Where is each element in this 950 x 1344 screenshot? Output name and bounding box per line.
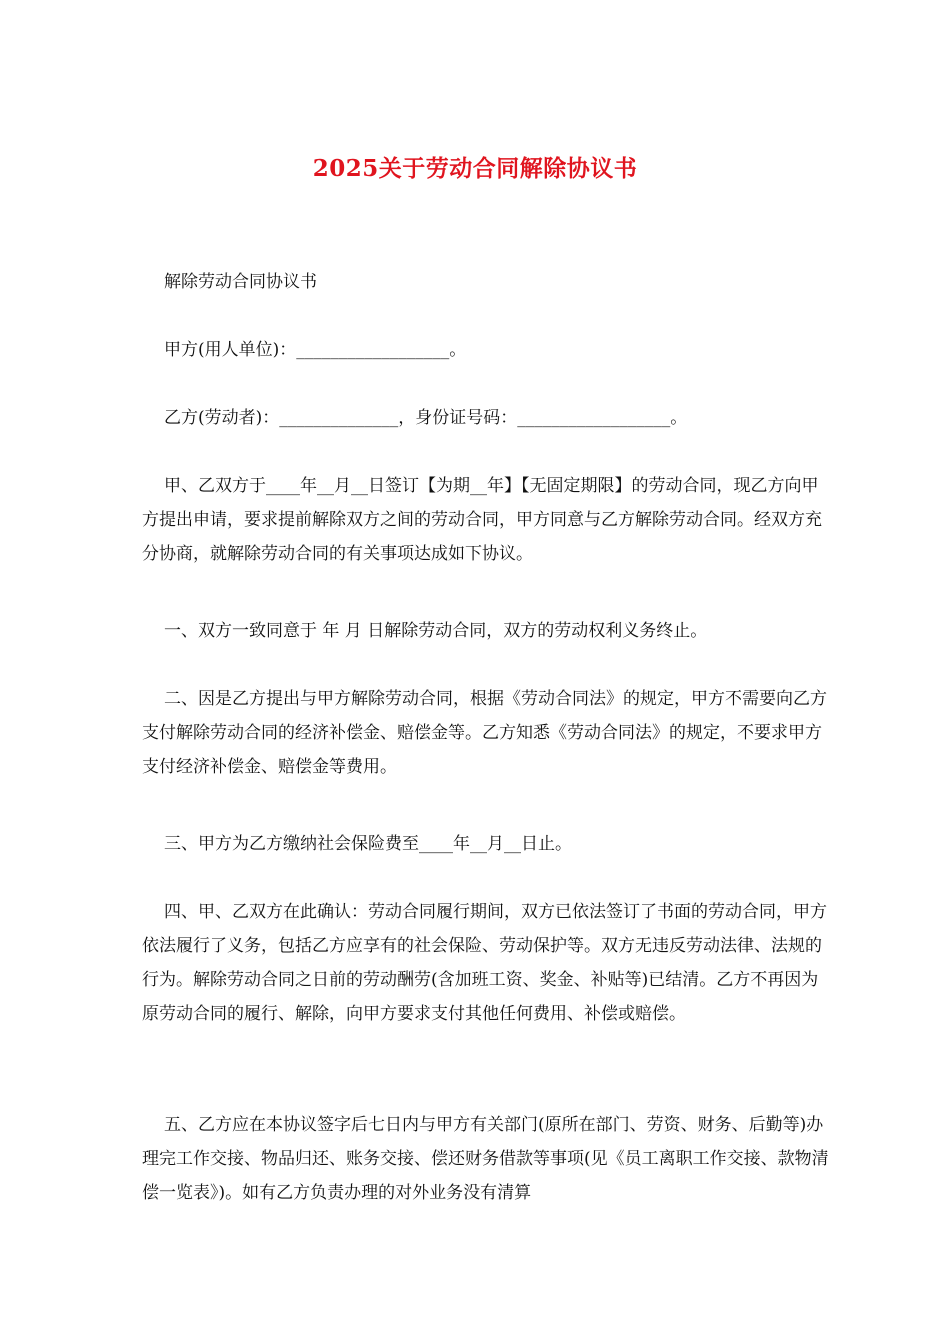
paragraph-preamble: 甲、乙双方于____年__月__日签订【为期__年】【无固定期限】的劳动合同，现乙方向甲方提出申请，要求提前解除双方之间的劳动合同，甲方同意与乙方解除劳动合同。经双方充分协商，就解除劳动合同的有关事项达成如下协议。 [142, 476, 822, 564]
paragraph-clause-4: 四、甲、乙双方在此确认：劳动合同履行期间，双方已依法签订了书面的劳动合同，甲方依法履行了义务，包括乙方应享有的社会保险、劳动保护等。双方无违反劳动法律、法规的行为。解除劳动合同之日前的劳动酬劳(含加班工资、奖金、补贴等)已结清。乙方不再因为原劳动合同的履行、解除，向甲方要求支付其他任何费用、补偿或赔偿。 [142, 902, 827, 1024]
paragraph-clause-3: 三、甲方为乙方缴纳社会保险费至____年__月__日止。 [164, 834, 572, 854]
paragraph-party-a: 甲方(用人单位)：__________________。 [164, 340, 467, 360]
paragraph-clause-1: 一、双方一致同意于 年 月 日解除劳动合同，双方的劳动权利义务终止。 [164, 621, 708, 641]
paragraph-heading: 解除劳动合同协议书 [164, 272, 317, 292]
document-title: 2025关于劳动合同解除协议书 [312, 155, 638, 182]
paragraph-clause-2: 二、因是乙方提出与甲方解除劳动合同，根据《劳动合同法》的规定，甲方不需要向乙方支付解除劳动合同的经济补偿金、赔偿金等。乙方知悉《劳动合同法》的规定，不要求甲方支付经济补偿金、赔偿金等费用。 [142, 689, 827, 777]
paragraph-clause-5: 五、乙方应在本协议签字后七日内与甲方有关部门(原所在部门、劳资、财务、后勤等)办理完工作交接、物品归还、账务交接、偿还财务借款等事项(见《员工离职工作交接、款物清偿一览表》)。如有乙方负责办理的对外业务没有清算 [142, 1115, 829, 1203]
paragraph-party-b: 乙方(劳动者)：______________，身份证号码：__________________。 [164, 408, 688, 428]
